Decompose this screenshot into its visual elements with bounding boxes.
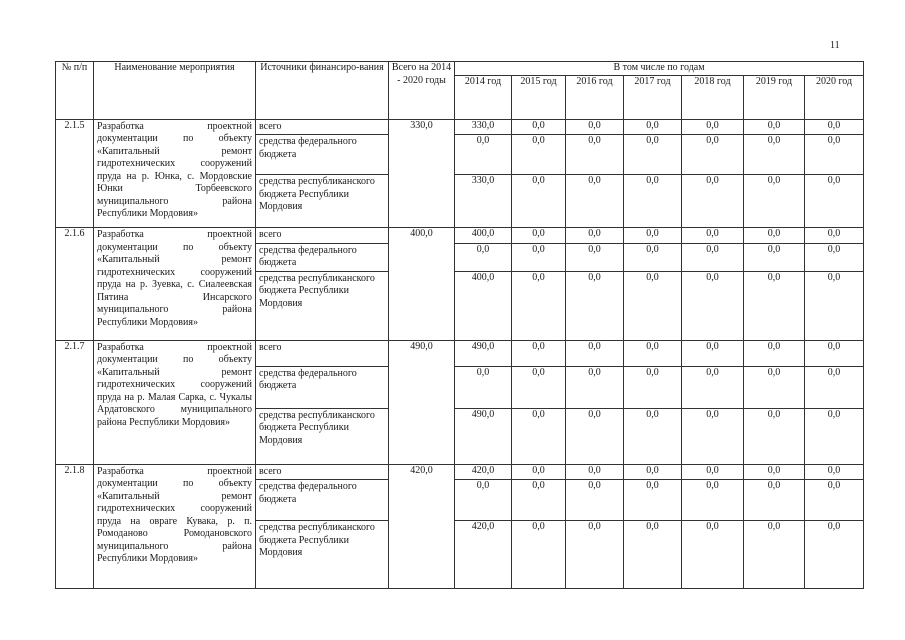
header-years-group: В том числе по годам bbox=[455, 62, 864, 76]
funding-source: средства республиканского бюджета Республики Мордовия bbox=[256, 175, 389, 228]
year-amount: 0,0 bbox=[805, 228, 864, 244]
header-num: № п/п bbox=[56, 62, 94, 120]
year-amount: 0,0 bbox=[512, 340, 566, 366]
activity-name: Разработка проектной документации по объекту «Капитальный ремонт гидротехнических сооружений пруда на р. Зуевка, с. Сиалеевская Пятина Инсарского муниципального района Республики Мордовия» bbox=[94, 228, 256, 341]
year-amount: 0,0 bbox=[682, 175, 744, 228]
year-amount: 0,0 bbox=[512, 135, 566, 175]
header-year: 2014 год bbox=[455, 75, 512, 119]
header-year: 2016 год bbox=[566, 75, 624, 119]
year-amount: 0,0 bbox=[744, 175, 805, 228]
header-year: 2015 год bbox=[512, 75, 566, 119]
funding-source: всего bbox=[256, 228, 389, 244]
year-amount: 0,0 bbox=[512, 271, 566, 340]
year-amount: 0,0 bbox=[682, 119, 744, 135]
year-amount: 0,0 bbox=[805, 340, 864, 366]
year-amount: 0,0 bbox=[805, 243, 864, 271]
header-source: Источники финансиро-вания bbox=[256, 62, 389, 120]
activity-name: Разработка проектной документации по объекту «Капитальный ремонт гидротехнических сооружений пруда на р. Юнка, с. Мордовские Юнки Торбеевского муниципального района Республики Мордовия» bbox=[94, 119, 256, 228]
year-amount: 0,0 bbox=[744, 366, 805, 408]
year-amount: 0,0 bbox=[682, 271, 744, 340]
year-amount: 0,0 bbox=[624, 119, 682, 135]
year-amount: 330,0 bbox=[455, 119, 512, 135]
year-amount: 0,0 bbox=[624, 175, 682, 228]
activity-name: Разработка проектной документации по объекту «Капитальный ремонт гидротехнических сооружений пруда на овраге Кувака, р. п. Ромоданово Ромодановского муниципального района Республики Мордовия» bbox=[94, 464, 256, 589]
year-amount: 0,0 bbox=[744, 521, 805, 589]
year-amount: 0,0 bbox=[455, 135, 512, 175]
total-amount: 330,0 bbox=[389, 119, 455, 228]
year-amount: 0,0 bbox=[455, 480, 512, 521]
year-amount: 330,0 bbox=[455, 175, 512, 228]
funding-source: средства федерального бюджета bbox=[256, 135, 389, 175]
year-amount: 400,0 bbox=[455, 271, 512, 340]
year-amount: 0,0 bbox=[512, 464, 566, 480]
year-amount: 0,0 bbox=[624, 408, 682, 464]
table-row bbox=[56, 340, 864, 366]
year-amount: 0,0 bbox=[624, 340, 682, 366]
year-amount: 490,0 bbox=[455, 340, 512, 366]
year-amount: 0,0 bbox=[805, 175, 864, 228]
year-amount: 0,0 bbox=[512, 521, 566, 589]
year-amount: 0,0 bbox=[512, 408, 566, 464]
year-amount: 0,0 bbox=[805, 408, 864, 464]
year-amount: 0,0 bbox=[682, 340, 744, 366]
row-number: 2.1.5 bbox=[56, 119, 94, 228]
year-amount: 0,0 bbox=[566, 340, 624, 366]
header-year: 2018 год bbox=[682, 75, 744, 119]
year-amount: 0,0 bbox=[624, 480, 682, 521]
year-amount: 0,0 bbox=[566, 175, 624, 228]
header-name: Наименование мероприятия bbox=[94, 62, 256, 120]
year-amount: 0,0 bbox=[624, 464, 682, 480]
year-amount: 0,0 bbox=[512, 228, 566, 244]
year-amount: 0,0 bbox=[805, 271, 864, 340]
year-amount: 0,0 bbox=[566, 243, 624, 271]
year-amount: 0,0 bbox=[744, 340, 805, 366]
header-year: 2019 год bbox=[744, 75, 805, 119]
table-row bbox=[56, 119, 864, 135]
year-amount: 0,0 bbox=[512, 119, 566, 135]
year-amount: 0,0 bbox=[566, 228, 624, 244]
year-amount: 0,0 bbox=[682, 464, 744, 480]
year-amount: 0,0 bbox=[566, 480, 624, 521]
year-amount: 0,0 bbox=[455, 366, 512, 408]
year-amount: 0,0 bbox=[682, 135, 744, 175]
year-amount: 0,0 bbox=[805, 119, 864, 135]
year-amount: 0,0 bbox=[682, 366, 744, 408]
year-amount: 0,0 bbox=[455, 243, 512, 271]
year-amount: 0,0 bbox=[744, 464, 805, 480]
year-amount: 0,0 bbox=[624, 243, 682, 271]
total-amount: 400,0 bbox=[389, 228, 455, 341]
funding-source: средства республиканского бюджета Республики Мордовия bbox=[256, 271, 389, 340]
funding-table bbox=[55, 61, 864, 589]
funding-source: средства республиканского бюджета Республики Мордовия bbox=[256, 408, 389, 464]
year-amount: 0,0 bbox=[566, 135, 624, 175]
table-body bbox=[56, 119, 864, 589]
year-amount: 420,0 bbox=[455, 464, 512, 480]
header-year: 2020 год bbox=[805, 75, 864, 119]
funding-source: всего bbox=[256, 464, 389, 480]
year-amount: 0,0 bbox=[566, 521, 624, 589]
year-amount: 0,0 bbox=[682, 408, 744, 464]
year-amount: 0,0 bbox=[682, 243, 744, 271]
row-number: 2.1.7 bbox=[56, 340, 94, 464]
year-amount: 0,0 bbox=[744, 408, 805, 464]
year-amount: 0,0 bbox=[744, 243, 805, 271]
year-amount: 0,0 bbox=[512, 366, 566, 408]
year-amount: 0,0 bbox=[512, 175, 566, 228]
table-row bbox=[56, 228, 864, 244]
year-amount: 0,0 bbox=[805, 521, 864, 589]
funding-source: средства федерального бюджета bbox=[256, 366, 389, 408]
total-amount: 490,0 bbox=[389, 340, 455, 464]
year-amount: 0,0 bbox=[624, 521, 682, 589]
year-amount: 0,0 bbox=[624, 228, 682, 244]
year-amount: 0,0 bbox=[566, 271, 624, 340]
row-number: 2.1.6 bbox=[56, 228, 94, 341]
year-amount: 0,0 bbox=[744, 228, 805, 244]
year-amount: 0,0 bbox=[624, 366, 682, 408]
total-amount: 420,0 bbox=[389, 464, 455, 589]
year-amount: 0,0 bbox=[512, 480, 566, 521]
year-amount: 0,0 bbox=[805, 480, 864, 521]
year-amount: 0,0 bbox=[566, 119, 624, 135]
row-number: 2.1.8 bbox=[56, 464, 94, 589]
table-row bbox=[56, 464, 864, 480]
year-amount: 420,0 bbox=[455, 521, 512, 589]
year-amount: 0,0 bbox=[744, 135, 805, 175]
year-amount: 0,0 bbox=[624, 271, 682, 340]
year-amount: 0,0 bbox=[744, 480, 805, 521]
year-amount: 0,0 bbox=[805, 464, 864, 480]
activity-name: Разработка проектной документации по объекту «Капитальный ремонт гидротехнических сооружений пруда на р. Малая Сарка, с. Чукалы Ардатовского муниципального района Республики Мордовия» bbox=[94, 340, 256, 464]
year-amount: 0,0 bbox=[566, 366, 624, 408]
year-amount: 0,0 bbox=[682, 228, 744, 244]
funding-source: средства федерального бюджета bbox=[256, 243, 389, 271]
year-amount: 0,0 bbox=[682, 521, 744, 589]
year-amount: 0,0 bbox=[744, 271, 805, 340]
year-amount: 0,0 bbox=[512, 243, 566, 271]
funding-source: всего bbox=[256, 119, 389, 135]
year-amount: 0,0 bbox=[566, 408, 624, 464]
page-number: 11 bbox=[830, 40, 840, 51]
year-amount: 0,0 bbox=[805, 366, 864, 408]
year-amount: 400,0 bbox=[455, 228, 512, 244]
header-total: Всего на 2014 - 2020 годы bbox=[389, 62, 455, 120]
header-year: 2017 год bbox=[624, 75, 682, 119]
year-amount: 0,0 bbox=[566, 464, 624, 480]
year-amount: 0,0 bbox=[744, 119, 805, 135]
funding-source: средства федерального бюджета bbox=[256, 480, 389, 521]
year-amount: 0,0 bbox=[682, 480, 744, 521]
year-amount: 490,0 bbox=[455, 408, 512, 464]
funding-source: всего bbox=[256, 340, 389, 366]
year-amount: 0,0 bbox=[805, 135, 864, 175]
year-amount: 0,0 bbox=[624, 135, 682, 175]
funding-source: средства республиканского бюджета Республики Мордовия bbox=[256, 521, 389, 589]
